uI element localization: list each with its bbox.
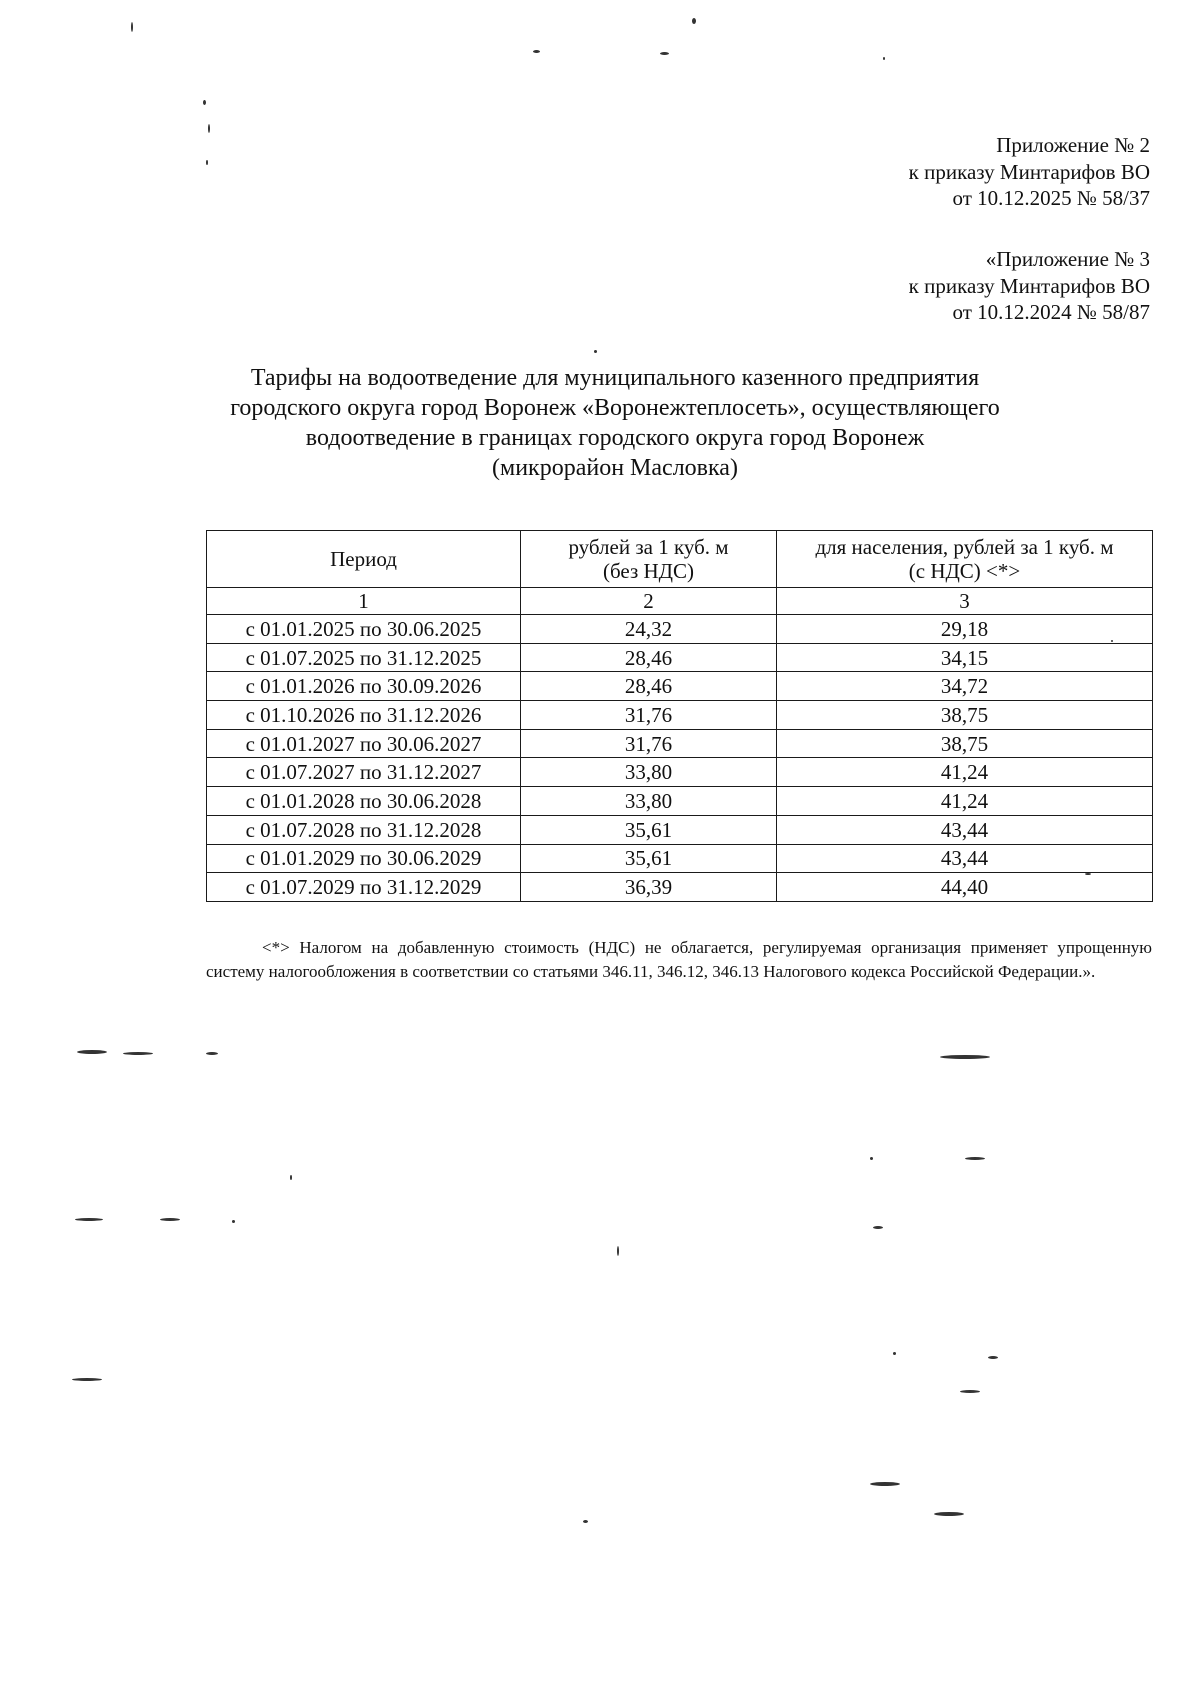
column-number: 3 [777, 588, 1153, 615]
table-row [207, 815, 1153, 844]
cell-population: 41,24 [777, 758, 1153, 787]
scan-speck [870, 1482, 900, 1486]
cell-population: 29,18 [777, 615, 1153, 644]
cell-period: с 01.07.2028 по 31.12.2028 [207, 815, 521, 844]
table-row [207, 701, 1153, 730]
cell-no-vat: 28,46 [521, 672, 777, 701]
scan-speck [988, 1356, 998, 1359]
cell-population: 34,72 [777, 672, 1153, 701]
scan-speck [960, 1390, 980, 1393]
table-row [207, 844, 1153, 873]
scan-speck [934, 1512, 964, 1516]
header-population-line1: для населения, рублей за 1 куб. м [815, 535, 1114, 559]
annex-line: к приказу Минтарифов ВО [908, 273, 1150, 298]
scan-speck [940, 1055, 990, 1059]
cell-no-vat: 33,80 [521, 787, 777, 816]
cell-period: с 01.01.2025 по 30.06.2025 [207, 615, 521, 644]
tariff-table [206, 530, 1153, 902]
header-period: Период [207, 531, 521, 588]
annex-line: к приказу Минтарифов ВО [908, 159, 1150, 184]
cell-period: с 01.10.2026 по 31.12.2026 [207, 701, 521, 730]
table-row [207, 672, 1153, 701]
table-header-row [207, 531, 1153, 588]
cell-population: 43,44 [777, 815, 1153, 844]
scan-speck [206, 160, 208, 165]
cell-no-vat: 33,80 [521, 758, 777, 787]
cell-no-vat: 24,32 [521, 615, 777, 644]
cell-population: 38,75 [777, 701, 1153, 730]
table-column-numbers-row [207, 588, 1153, 615]
cell-population: 41,24 [777, 787, 1153, 816]
annex-line: от 10.12.2025 № 58/37 [952, 186, 1150, 210]
scan-speck [533, 50, 540, 53]
header-population [777, 531, 1153, 588]
annex-header-current [909, 132, 1150, 212]
cell-population: 34,15 [777, 643, 1153, 672]
annex-header-previous [909, 246, 1150, 326]
scan-speck [232, 1220, 235, 1223]
scan-speck [660, 52, 669, 55]
header-no-vat-line1: рублей за 1 куб. м [568, 535, 729, 559]
title-line: водоотведение в границах городского округа город Воронеж [305, 425, 925, 451]
column-number: 1 [207, 588, 521, 615]
scan-speck [203, 100, 206, 105]
scan-speck [873, 1226, 883, 1229]
scan-speck [594, 350, 597, 353]
cell-no-vat: 31,76 [521, 729, 777, 758]
cell-no-vat: 31,76 [521, 701, 777, 730]
annex-line: от 10.12.2024 № 58/87 [952, 300, 1150, 324]
title-line: городского округа город Воронеж «Воронежтеплосеть», осуществляющего [230, 395, 1000, 421]
cell-no-vat: 36,39 [521, 873, 777, 902]
scan-speck [965, 1157, 985, 1160]
header-population-line2: (с НДС) <*> [908, 559, 1021, 583]
cell-no-vat: 35,61 [521, 815, 777, 844]
footnote-vat: <*> Налогом на добавленную стоимость (НДС) не облагается, регулируемая организация применяет упрощенную систему налогообложения в соответствии со статьями 346.11, 346.12, 346.13 Налогового кодекса Российской Федерации.». [206, 938, 1152, 981]
cell-period: с 01.01.2028 по 30.06.2028 [207, 787, 521, 816]
cell-population: 38,75 [777, 729, 1153, 758]
scan-speck [883, 57, 885, 60]
annex-line: «Приложение № 3 [985, 247, 1150, 271]
scan-speck [583, 1520, 588, 1523]
cell-no-vat: 35,61 [521, 844, 777, 873]
scan-speck [160, 1218, 180, 1221]
scan-speck [131, 22, 133, 32]
cell-period: с 01.01.2029 по 30.06.2029 [207, 844, 521, 873]
cell-period: с 01.01.2027 по 30.06.2027 [207, 729, 521, 758]
table-row [207, 643, 1153, 672]
scan-speck [206, 1052, 218, 1055]
table-row [207, 729, 1153, 758]
scan-speck [208, 124, 210, 133]
scan-speck [692, 18, 696, 24]
cell-period: с 01.01.2026 по 30.09.2026 [207, 672, 521, 701]
scan-speck [893, 1352, 896, 1355]
cell-period: с 01.07.2027 по 31.12.2027 [207, 758, 521, 787]
table-row [207, 787, 1153, 816]
header-no-vat-line2: (без НДС) [602, 559, 694, 583]
title-line: Тарифы на водоотведение для муниципального казенного предприятия [250, 365, 980, 391]
scan-speck [123, 1052, 153, 1055]
scan-speck [72, 1378, 102, 1381]
scan-speck [870, 1157, 873, 1160]
document-title [180, 363, 1050, 483]
cell-no-vat: 28,46 [521, 643, 777, 672]
annex-line: Приложение № 2 [996, 133, 1150, 157]
scan-speck [75, 1218, 103, 1221]
cell-population: 43,44 [777, 844, 1153, 873]
cell-period: с 01.07.2025 по 31.12.2025 [207, 643, 521, 672]
scan-speck [1111, 640, 1113, 642]
header-no-vat [521, 531, 777, 588]
table-row [207, 615, 1153, 644]
scan-speck [1085, 873, 1091, 875]
cell-population: 44,40 [777, 873, 1153, 902]
scan-speck [617, 1246, 619, 1256]
table-row [207, 873, 1153, 902]
scan-speck [290, 1175, 292, 1180]
title-line: (микрорайон Масловка) [492, 455, 738, 481]
table-row [207, 758, 1153, 787]
scan-speck [77, 1050, 107, 1054]
column-number: 2 [521, 588, 777, 615]
cell-period: с 01.07.2029 по 31.12.2029 [207, 873, 521, 902]
